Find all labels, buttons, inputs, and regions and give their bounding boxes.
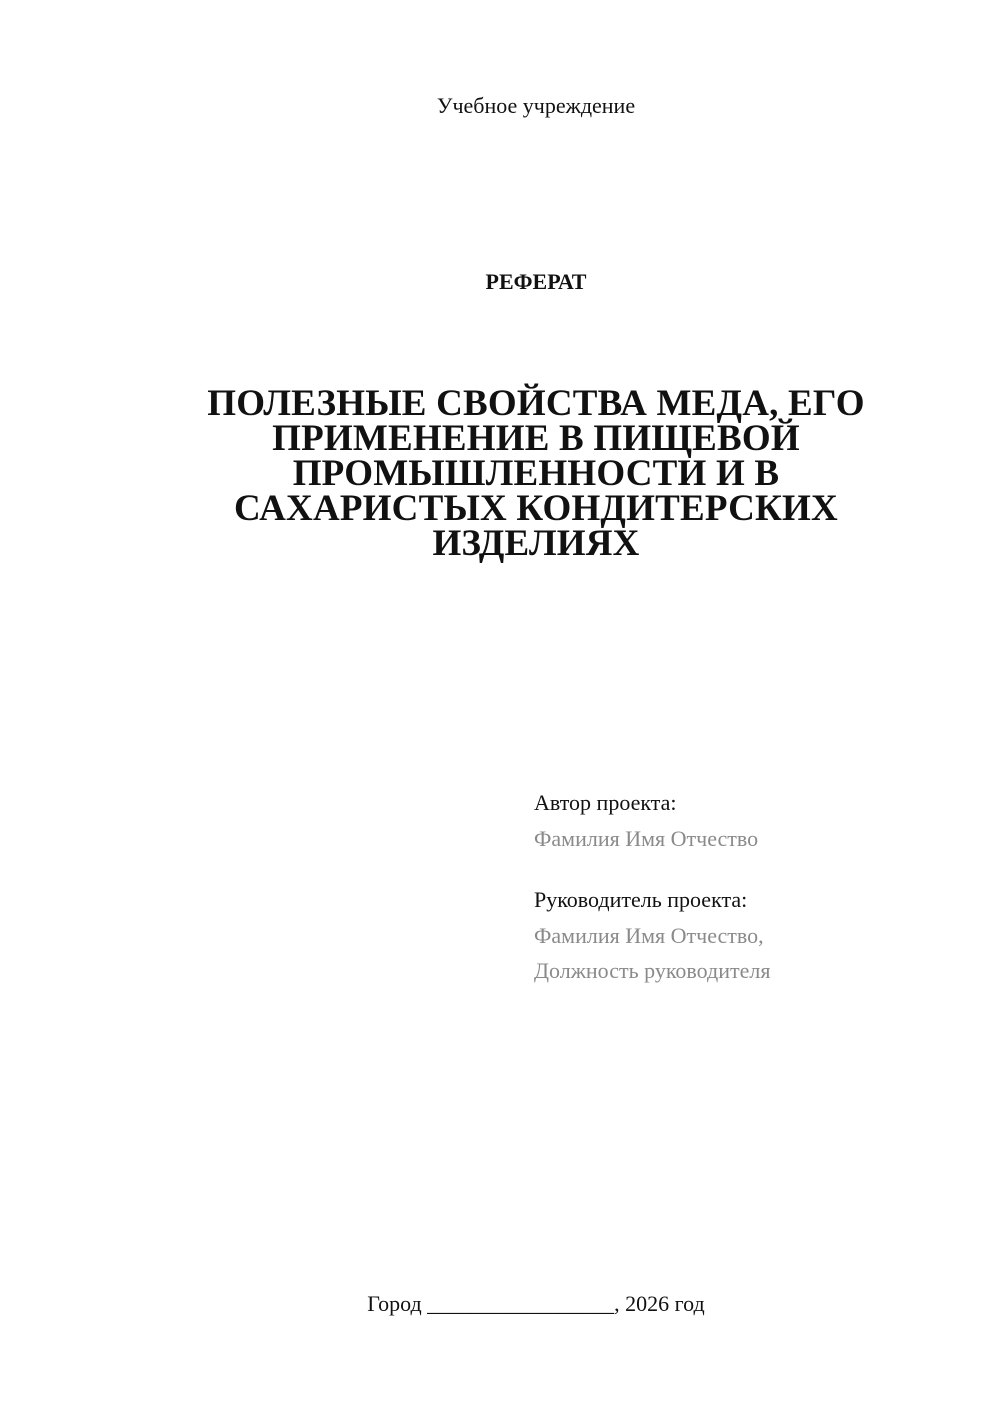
institution-name: Учебное учреждение xyxy=(436,93,636,118)
project-info-block xyxy=(534,789,974,985)
author-label: Автор проекта: xyxy=(534,790,677,815)
title-line: ПРИМЕНЕНИЕ В ПИЩЕВОЙ xyxy=(272,418,800,459)
info-spacer xyxy=(534,853,974,886)
supervisor-name: Фамилия Имя Отчество, xyxy=(534,923,764,948)
title-line: ИЗДЕЛИЯХ xyxy=(432,523,640,564)
supervisor-position: Должность руководителя xyxy=(534,958,771,983)
title-line: ПОЛЕЗНЫЕ СВОЙСТВА МЕДА, ЕГО xyxy=(207,383,865,424)
supervisor-label: Руководитель проекта: xyxy=(534,887,748,912)
author-name: Фамилия Имя Отчество xyxy=(534,826,759,851)
document-title xyxy=(190,383,882,564)
document-type: РЕФЕРАТ xyxy=(485,269,587,294)
title-line: САХАРИСТЫХ КОНДИТЕРСКИХ xyxy=(234,488,838,529)
city-year-line: Город _________________, 2026 год xyxy=(367,1291,705,1316)
title-line: ПРОМЫШЛЕННОСТИ И В xyxy=(292,453,780,494)
